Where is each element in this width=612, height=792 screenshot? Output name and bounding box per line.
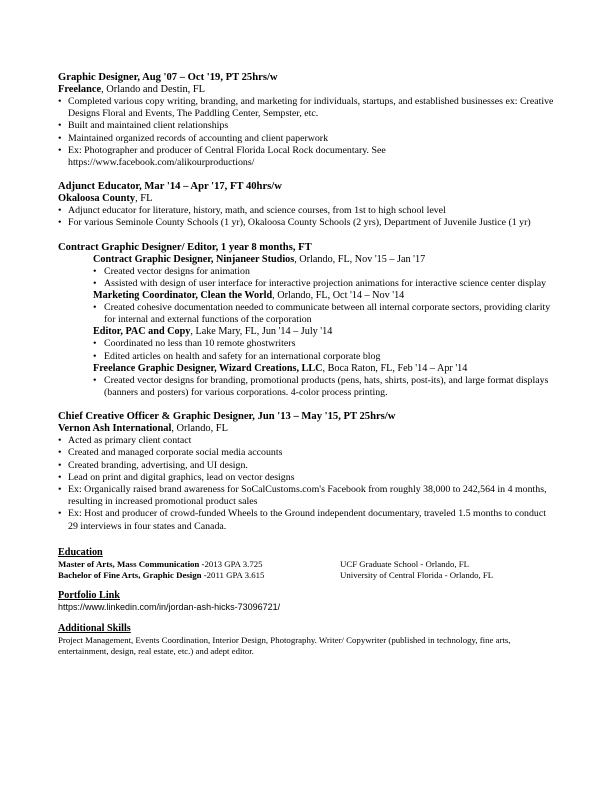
job-org	[93, 326, 558, 338]
bullet-list	[93, 302, 558, 326]
degree-detail: 2013 GPA 3.725	[204, 558, 263, 569]
degree	[58, 570, 264, 581]
bullet-list	[58, 435, 558, 533]
org-location: , Lake Mary, FL, Jun '14 – July '14	[190, 326, 333, 338]
org-location: , FL	[135, 193, 153, 205]
list-item: • Built and maintained client relationships	[58, 120, 558, 132]
degree-name: Bachelor of Fine Arts, Graphic Design -	[58, 569, 207, 580]
job-org	[93, 254, 558, 266]
list-item: • Created cohesive documentation needed to communicate between all internal corporate sectors, providing clarity for internal and external functions of the corporation	[93, 302, 558, 326]
resume-page	[58, 72, 558, 657]
portfolio-link[interactable]: https://www.linkedin.com/in/jordan-ash-hicks-73096721/	[58, 601, 281, 612]
education-row	[58, 559, 558, 570]
list-item: • Ex: Host and producer of crowd-funded Wheels to the Ground independent documentary, traveled 1.5 months to conduct 29 interviews in four states and Canada.	[58, 508, 558, 532]
bullet-list	[58, 96, 558, 169]
bullet-list	[93, 338, 558, 362]
org-name: Contract Graphic Designer, Ninjaneer Studios	[93, 253, 295, 265]
list-item: • Lead on print and digital graphics, lead on vector designs	[58, 472, 558, 484]
list-item: • Assisted with design of user interface for interactive projection animations for interactive science center display	[93, 278, 558, 290]
job-title: Adjunct Educator, Mar '14 – Apr '17, FT 40hrs/w	[58, 181, 282, 193]
org-location: , Orlando, FL, Nov '15 – Jan '17	[294, 253, 426, 265]
section-heading: Education	[58, 546, 103, 558]
org-name: Marketing Coordinator, Clean the World	[93, 290, 273, 302]
list-item: • Maintained organized records of accounting and client paperwork	[58, 133, 558, 145]
list-item: • Edited articles on health and safety for an international corporate blog	[93, 351, 558, 363]
school: UCF Graduate School - Orlando, FL	[340, 558, 470, 569]
list-item: • Completed various copy writing, branding, and marketing for individuals, startups, and established businesses ex: Creative Designs Floral and Events, The Paddling Center, Sempster, etc.	[58, 96, 558, 120]
org-name: Okaloosa County	[58, 193, 136, 205]
education-section	[58, 547, 558, 581]
job-org	[58, 84, 558, 96]
list-item: • Adjunct educator for literature, history, math, and science courses, from 1st to high school level	[58, 205, 558, 217]
skills-text: Project Management, Events Coordination, Interior Design, Photography. Writer/ Copywriter (published in technology, fine arts, entertainment, design, real estate, etc.) and adept editor.	[58, 634, 511, 656]
sub-job-ninjaneer	[93, 254, 558, 400]
school: University of Central Florida - Orlando, FL	[340, 569, 494, 580]
org-name: Freelance Graphic Designer, Wizard Creations, LLC	[93, 362, 323, 374]
education-row	[58, 570, 558, 581]
list-item: • Created vector designs for branding, promotional products (pens, hats, shirts, post-its), and large format displays (banners and posters) for various corporations. 4-color process printing.	[93, 375, 558, 399]
list-item: • For various Seminole County Schools (1 yr), Okaloosa County Schools (2 yrs), Department of Juvenile Justice (1 yr)	[58, 217, 558, 229]
list-item: • Ex: Photographer and producer of Central Florida Local Rock documentary. See https://www.facebook.com/alikourproductions/	[58, 145, 558, 169]
bullet-list	[58, 205, 558, 229]
org-name: Freelance	[58, 84, 102, 95]
portfolio-section	[58, 590, 558, 613]
list-item: • Created and managed corporate social media accounts	[58, 447, 558, 459]
bullet-list	[93, 375, 558, 399]
skills-section	[58, 623, 558, 657]
job-title: Graphic Designer, Aug '07 – Oct '19, PT 25hrs/w	[58, 72, 278, 83]
job-org	[93, 290, 558, 302]
list-item: • Coordinated no less than 10 remote ghostwriters	[93, 338, 558, 350]
job-graphic-designer	[58, 72, 558, 169]
org-location: , Boca Raton, FL, Feb '14 – Apr '14	[322, 362, 468, 374]
org-name: Editor, PAC and Copy	[93, 326, 191, 338]
job-org	[58, 193, 558, 205]
org-name: Vernon Ash International	[58, 423, 172, 435]
org-location: , Orlando, FL, Oct '14 – Nov '14	[272, 290, 405, 302]
bullet-list	[93, 266, 558, 290]
org-location: , Orlando and Destin, FL	[101, 84, 205, 95]
section-heading: Additional Skills	[58, 622, 131, 634]
list-item: • Created vector designs for animation	[93, 266, 558, 278]
job-title: Contract Graphic Designer/ Editor, 1 year 8 months, FT	[58, 241, 312, 253]
list-item: • Created branding, advertising, and UI design.	[58, 460, 558, 472]
list-item: • Acted as primary client contact	[58, 435, 558, 447]
section-heading: Portfolio Link	[58, 589, 120, 601]
degree-detail: 2011 GPA 3.615	[206, 569, 265, 580]
job-adjunct-educator	[58, 181, 558, 229]
job-org	[58, 423, 558, 435]
job-org	[93, 363, 558, 375]
org-location: , Orlando, FL	[171, 423, 228, 435]
job-title: Chief Creative Officer & Graphic Designer, Jun '13 – May '15, PT 25hrs/w	[58, 411, 396, 423]
list-item: • Ex: Organically raised brand awareness for SoCalCustoms.com's Facebook from roughly 38,000 to 242,564 in 4 months, resulting in increased promotional product sales	[58, 484, 558, 508]
degree-name: Master of Arts, Mass Communication -	[58, 558, 205, 569]
job-chief-creative-officer	[58, 411, 558, 533]
degree	[58, 559, 263, 570]
job-contract	[58, 242, 558, 400]
